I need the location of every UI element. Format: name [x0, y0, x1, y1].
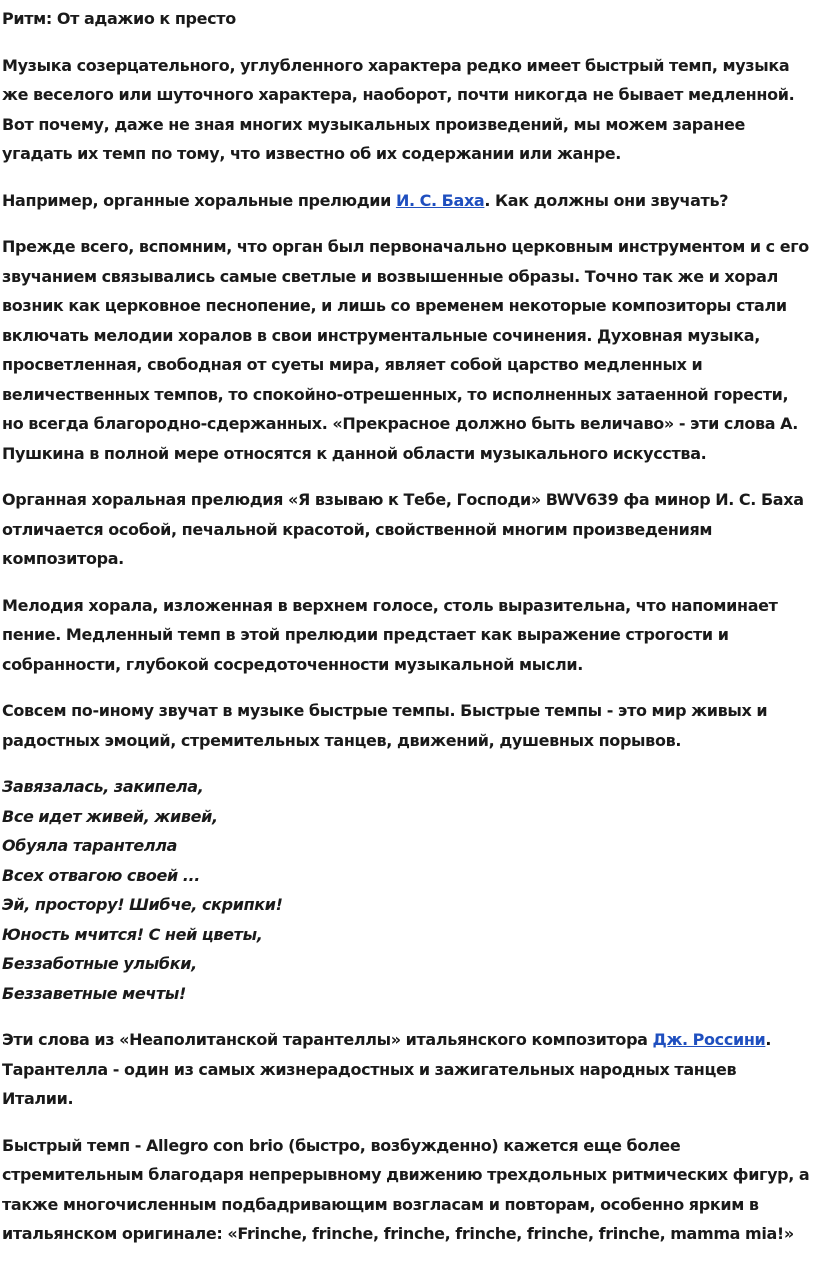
paragraph-text: Например, органные хоральные прелюдии: [2, 190, 396, 210]
poem-line: Всех отвагою своей ...: [2, 865, 200, 885]
paragraph-text: . Тарантелла - один из самых жизнерадостных и зажигательных народных танцев Италии.: [2, 1030, 772, 1108]
poem-line: Обуяла тарантелла: [2, 836, 178, 855]
poem-line: Все идет живей, живей,: [2, 806, 218, 826]
poem-line: Беззаветные мечты!: [2, 983, 186, 1003]
paragraph-prelude: Органная хоральная прелюдия «Я взываю к Тебе, Господи» BWV639 фа минор И. С. Баха отличается особой, печальной красотой, свойственной многим произведениям композитора.: [2, 490, 804, 568]
poem: [2, 772, 810, 1008]
paragraph-bach-question: [2, 186, 810, 216]
paragraph-rossini: [2, 1025, 810, 1114]
poem-line: Завязалась, закипела,: [2, 777, 204, 796]
poem-line: Беззаботные улыбки,: [2, 954, 197, 973]
rossini-link[interactable]: Дж. Россини: [652, 1030, 766, 1049]
paragraph-text: . Как должны они звучать?: [484, 190, 729, 210]
paragraph-melody: Мелодия хорала, изложенная в верхнем голосе, столь выразительна, что напоминает пение. Медленный темп в этой прелюдии предстает как выражение строгости и собранности, глубокой сосредоточенности музыкальной мысли.: [2, 595, 778, 674]
paragraph-text: Эти слова из «Неаполитанской тарантеллы» итальянского композитора: [2, 1030, 653, 1049]
paragraph-allegro: Быстрый темп - Allegro con brio (быстро, возбужденно) кажется еще более стремительным благодаря непрерывному движению трехдольных ритмических фигур, а также многочисленным подбадривающим возгласам и повторам, особенно ярким в итальянском оригинале: «Frinche, frinche, frinche, frinche, frinche, frinche, mamma mia!»: [2, 1135, 810, 1243]
poem-line: Эй, простору! Шибче, скрипки!: [2, 895, 283, 914]
poem-line: Юность мчится! С ней цветы,: [2, 924, 263, 944]
paragraph-intro: Музыка созерцательного, углубленного характера редко имеет быстрый темп, музыка же веселого или шуточного характера, наоборот, почти никогда не бывает медленной. Вот почему, даже не зная многих музыкальных произведений, мы можем заранее угадать их темп по тому, что известно об их содержании или жанре.: [2, 55, 795, 163]
page-title: Ритм: От адажио к престо: [2, 9, 236, 28]
paragraph-organ: Прежде всего, вспомним, что орган был первоначально церковным инструментом и с его звучанием связывались самые светлые и возвышенные образы. Точно так же и хорал возник как церковное песнопение, и лишь со временем некоторые композиторы стали включать мелодии хоралов в свои инструментальные сочинения. Духовная музыка, просветленная, свободная от суеты мира, являет собой царство медленных и величественных темпов, то спокойно-отрешенных, то исполненных затаенной горести, но всегда благородно-сдержанных. «Прекрасное должно быть величаво» - эти слова А. Пушкина в полной мере относятся к данной области музыкального искусства.: [2, 237, 809, 463]
paragraph-fast-tempo: Совсем по-иному звучат в музыке быстрые темпы. Быстрые темпы - это мир живых и радостных эмоций, стремительных танцев, движений, душевных порывов.: [2, 701, 768, 750]
bach-link[interactable]: И. С. Баха: [395, 190, 485, 210]
